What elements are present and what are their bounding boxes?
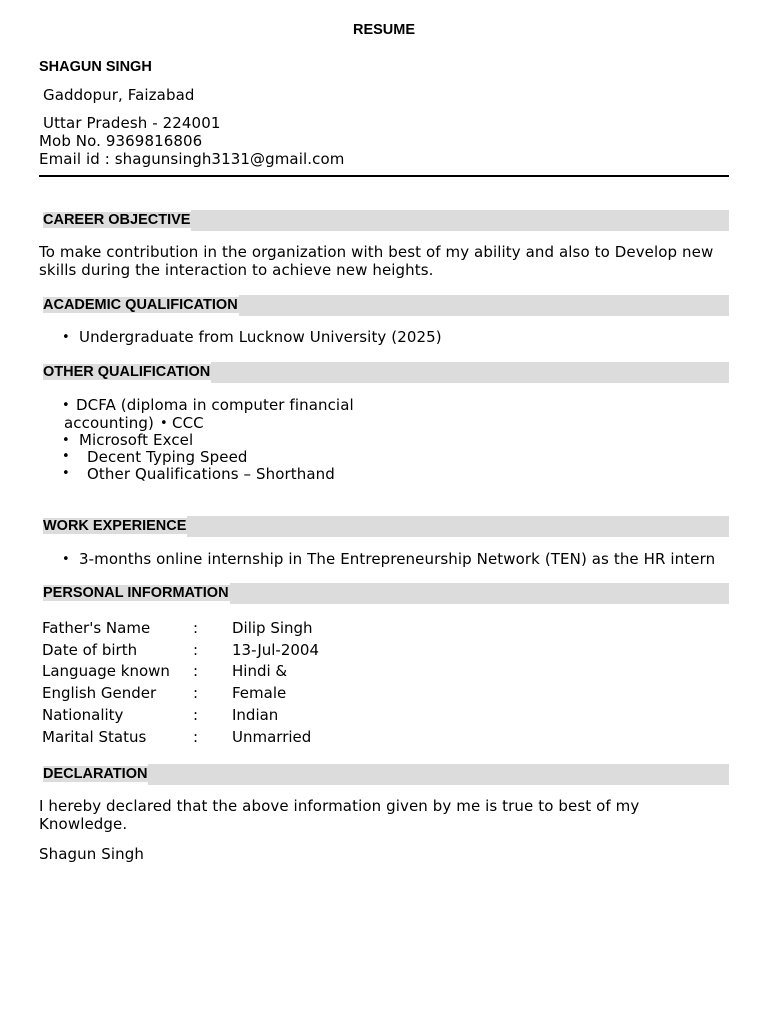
personal-info-value: Unmarried [232, 728, 312, 746]
other-qualification-item: Microsoft Excel [79, 431, 194, 449]
personal-info-label: Language known [42, 662, 170, 680]
section-personal-information [39, 583, 729, 604]
personal-info-label: Date of birth [42, 641, 138, 659]
section-heading: WORK EXPERIENCE [39, 516, 187, 537]
academic-item: Undergraduate from Lucknow University (2025) [79, 328, 442, 346]
other-qualification-item: DCFA (diploma in computer financial [76, 396, 354, 414]
personal-info-separator: : [193, 684, 199, 702]
personal-info-label: Nationality [42, 706, 124, 724]
bullet-icon: • [160, 416, 168, 431]
section-career-objective [39, 210, 729, 231]
personal-info-separator: : [193, 706, 199, 724]
email-address: Email id : shagunsingh3131@gmail.com [39, 150, 345, 168]
personal-info-separator: : [193, 728, 199, 746]
personal-info-separator: : [193, 641, 199, 659]
section-work-experience [39, 516, 729, 537]
personal-info-value: Indian [232, 706, 279, 724]
personal-info-separator: : [193, 662, 199, 680]
section-heading: CAREER OBJECTIVE [39, 210, 191, 231]
personal-info-value: Hindi & [232, 662, 288, 680]
bullet-icon: • [62, 466, 70, 481]
section-declaration [39, 764, 729, 785]
other-qualification-item: Other Qualifications – Shorthand [87, 465, 335, 483]
declaration-line-2: Knowledge. [39, 815, 128, 833]
personal-info-separator: : [193, 619, 199, 637]
address-line-1: Gaddopur, Faizabad [43, 86, 195, 104]
personal-info-value: Female [232, 684, 287, 702]
work-experience-item: 3-months online internship in The Entrepreneurship Network (TEN) as the HR intern [79, 550, 716, 568]
bullet-icon: • [62, 433, 70, 448]
declaration-line-1: I hereby declared that the above information given by me is true to best of my [39, 797, 640, 815]
document-title: RESUME [352, 22, 416, 38]
personal-info-value: Dilip Singh [232, 619, 313, 637]
personal-info-value: 13-Jul-2004 [232, 641, 320, 659]
other-qualification-item: CCC [172, 414, 204, 432]
section-heading: OTHER QUALIFICATION [39, 362, 211, 383]
other-qualification-item-continued: accounting) [64, 414, 154, 432]
candidate-name: SHAGUN SINGH [39, 59, 152, 75]
mobile-number: Mob No. 9369816806 [39, 132, 203, 150]
signature-name: Shagun Singh [39, 845, 144, 863]
section-heading: PERSONAL INFORMATION [39, 583, 230, 604]
section-heading: DECLARATION [39, 764, 148, 785]
personal-info-label: Father's Name [42, 619, 151, 637]
career-objective-line-1: To make contribution in the organization with best of my ability and also to Develop new [39, 243, 714, 261]
bullet-icon: • [62, 449, 70, 464]
personal-info-label: English Gender [42, 684, 157, 702]
bullet-icon: • [62, 330, 70, 345]
section-heading: ACADEMIC QUALIFICATION [39, 295, 239, 316]
address-line-2: Uttar Pradesh - 224001 [43, 114, 221, 132]
section-academic-qualification [39, 295, 729, 316]
personal-info-label: Marital Status [42, 728, 147, 746]
section-other-qualification [39, 362, 729, 383]
other-qualification-item: Decent Typing Speed [87, 448, 248, 466]
career-objective-line-2: skills during the interaction to achieve new heights. [39, 261, 434, 279]
bullet-icon: • [62, 398, 70, 413]
bullet-icon: • [62, 552, 70, 567]
header-divider [39, 175, 729, 177]
